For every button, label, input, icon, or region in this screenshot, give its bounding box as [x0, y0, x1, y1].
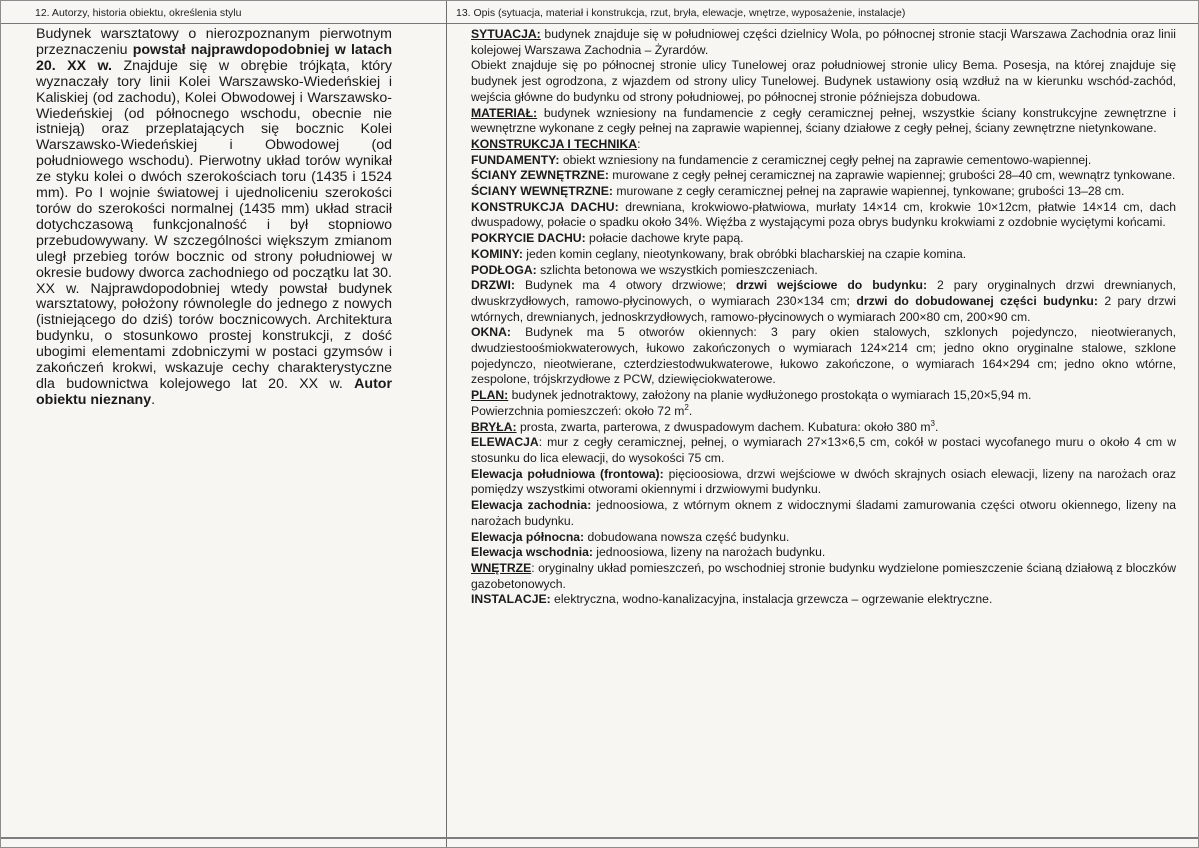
- bryla-sup: 3: [930, 418, 935, 428]
- elewacja-wsch-text: jednoosiowa, lizeny na narożach budynku.: [592, 545, 826, 560]
- elewacja-pd-text: pięcioosiowa, drzwi wejściowe w dwóch skrajnych osiach elewacji, lizeny na narożach oraz pomiędzy wszystkimi otworami okiennymi i drzwiowymi budynku.: [471, 466, 1176, 497]
- wnetrze-paragraph: [471, 561, 1176, 592]
- elewacja-pd-label: Elewacja południowa (frontowa):: [471, 466, 664, 481]
- history-author-bold: Autor obiektu nieznany: [36, 375, 392, 408]
- sciany-zew-text: murowane z cegły pełnej ceramicznej na zaprawie wapiennej; grubości 28–40 cm, wewnątrz tynkowane.: [608, 168, 1176, 183]
- plan-area-sup: 2: [684, 402, 689, 412]
- history-text-1: Budynek warsztatowy o nierozpoznanym pierwotnym przeznaczeniu: [36, 26, 392, 58]
- dach-text: drewniana, krokwiowo-płatwiowa, murłaty 14×14 cm, krokwie 10×12cm, płatwie 14×14 cm, dach dwuspadowy, połacie o spadku około 34%. Więźba z wystającymi poza obrys budynku krokwiami z ozdobnie wyciętymi końcami.: [471, 199, 1176, 230]
- elewacja-wsch-paragraph: [471, 545, 1176, 561]
- kominy-label: KOMINY:: [471, 246, 523, 261]
- section-13-header: 13. Opis (sytuacja, materiał i konstrukcja, rzut, bryła, elewacje, wnętrze, wyposażenie, instalacje): [456, 7, 906, 19]
- plan-paragraph: [471, 388, 1176, 404]
- okna-paragraph: [471, 325, 1176, 388]
- instalacje-label: INSTALACJE:: [471, 592, 551, 607]
- material-text: budynek wzniesiony na fundamencie z cegły ceramicznej pełnej, wszystkie ściany konstrukcyjne zewnętrzne i wewnętrzne wykonane z cegły pełnej na zaprawie wapiennej, ściany działowe z cegły pełnej, ściany zewnętrzne nietynkowane.: [471, 105, 1176, 136]
- konstrukcja-label: KONSTRUKCJA I TECHNIKA: [471, 136, 638, 151]
- history-date-bold: powstał najprawdopodobniej w latach 20. XX w.: [36, 41, 392, 74]
- sytuacja-label: SYTUACJA:: [471, 27, 541, 41]
- bryla-text: prosta, zwarta, parterowa, z dwuspadowym dachem. Kubatura: około 380 m: [516, 419, 931, 434]
- elewacja-zach-paragraph: [471, 498, 1176, 529]
- instalacje-text: elektryczna, wodno-kanalizacyjna, instalacja grzewcza – ogrzewanie elektryczne.: [550, 592, 993, 607]
- history-text-3: .: [151, 391, 156, 408]
- plan-area-end: .: [688, 403, 693, 418]
- dach-paragraph: [471, 200, 1176, 231]
- wnetrze-text: : oryginalny układ pomieszczeń, po wschodniej stronie budynku wydzielone pomieszczenie ścianą działową z bloczków gazobetonowych.: [471, 560, 1176, 591]
- fundamenty-text: obiekt wzniesiony na fundamencie z ceramicznej cegły pełnej na zaprawie cementowo-wapiennej.: [559, 152, 1092, 167]
- elewacja-label: ELEWACJA: [471, 435, 539, 450]
- plan-text: budynek jednotraktowy, założony na planie wydłużonego prostokąta o wymiarach 15,20×5,94 m.: [508, 388, 1032, 403]
- pokrycie-label: POKRYCIE DACHU:: [471, 231, 586, 246]
- konstrukcja-heading: [471, 137, 1176, 153]
- kominy-text: jeden komin ceglany, nieotynkowany, brak obróbki blacharskiej na czapie komina.: [522, 246, 967, 261]
- fundamenty-paragraph: [471, 153, 1176, 169]
- elewacja-pn-paragraph: [471, 530, 1176, 546]
- sciany-wew-label: ŚCIANY WEWNĘTRZNE:: [471, 184, 613, 199]
- column-divider: [446, 1, 447, 847]
- plan-area-text: Powierzchnia pomieszczeń: około 72 m: [471, 403, 685, 418]
- okna-label: OKNA:: [471, 325, 511, 340]
- podloga-label: PODŁOGA:: [471, 262, 537, 277]
- bryla-label: BRYŁA:: [471, 419, 517, 434]
- sytuacja-text: budynek znajduje się w południowej części dzielnicy Wola, po północnej stronie stacji Warszawa Zachodnia oraz linii kolejowej Warszawa Zachodnia – Żyrardów.: [471, 27, 1176, 57]
- history-text-column: [36, 27, 392, 409]
- drzwi-text-2: 2 pary oryginalnych drzwi drewnianych, dwuskrzydłowych, ramowo-płycinowych, o wymiarach 230×134 cm;: [471, 278, 1176, 308]
- footer-divider: [1, 837, 1198, 839]
- podloga-paragraph: [471, 263, 1176, 279]
- dach-label: KONSTRUKCJA DACHU:: [471, 199, 619, 214]
- elewacja-pn-text: dobudowana nowsza część budynku.: [584, 529, 790, 544]
- plan-label: PLAN:: [471, 388, 509, 403]
- okna-text: Budynek ma 5 otworów okiennych: 3 pary okien stalowych, szklonych pojedynczo, nieotwieranych, dwudziestoośmiokwaterowych, łukowo zakończonych o wymiarach 124×214 cm; jedno okno oryginalne stalowe, szklone pojedynczo, nieotwierane, czterdziestodwukwaterowe, łukowo zakończone, o wymiarach 164×294 cm; jedno okno wtórne, zespolone, trójskrzydłowe z PCW, dziewięciokwaterowe.: [471, 325, 1176, 387]
- elewacja-pn-label: Elewacja północna:: [471, 529, 585, 544]
- drzwi-bold-1: drzwi wejściowe do budynku:: [735, 278, 928, 293]
- sciany-wew-text: murowane z cegły ceramicznej pełnej na zaprawie wapiennej, tynkowane; grubości 13–28 cm.: [612, 184, 1125, 199]
- history-paragraph: [36, 27, 392, 409]
- section-12-header: 12. Autorzy, historia obiektu, określenia stylu: [35, 7, 242, 19]
- elewacja-wsch-label: Elewacja wschodnia:: [471, 545, 593, 560]
- kominy-paragraph: [471, 247, 1176, 263]
- sciany-wew-paragraph: [471, 184, 1176, 200]
- sciany-zew-paragraph: [471, 168, 1176, 184]
- material-label: MATERIAŁ:: [471, 105, 538, 120]
- pokrycie-text: połacie dachowe kryte papą.: [585, 231, 744, 246]
- elewacja-paragraph: [471, 435, 1176, 466]
- sytuacja-paragraph: [471, 27, 1176, 58]
- pokrycie-paragraph: [471, 231, 1176, 247]
- header-divider: [1, 23, 1198, 24]
- bryla-paragraph: [471, 420, 1176, 436]
- drzwi-text-1: Budynek ma 4 otwory drzwiowe;: [515, 278, 736, 293]
- elewacja-zach-text: jednoosiowa, z wtórnym oknem z widocznymi śladami zamurowania części otworu okiennego, lizeny na narożach budynku.: [471, 498, 1177, 528]
- history-text-2: Znajduje się w obrębie trójkąta, który wyznaczały tory linii Kolei Warszawsko-Wiedeńskiej i Kaliskiej (od zachodu), Kolei Obwodowej i Warszawsko-Wiedeńskiej (od północnego wschodu, obecnie nie istnieją) oraz przeplatających się bocznic Kolei Warszawsko-Wiedeńskiej i Obwodowej (od południowego wschodu). Pierwotny układ torów wynikał ze styku kolei o dwóch szerokościach toru (1435 i 1524 mm). Po I wojnie światowej i ujednoliceniu szerokości torów do szerokości normalnej (1435 mm) układ stracił dotychczasową funkcjonalność i był stopniowo przebudowywany. W szczególności większym zmianom uległ przebieg torów bocznic od strony południowej w okresie budowy dworca zachodniego od początku lat 30. XX w. Najprawdopodobniej wtedy powstał budynek warsztatowy, położony równolegle do jednego z nowych (istniejącego do dziś) torów bocznicowych. Architektura budynku, o stosunkowo prostej konstrukcji, z dość ubogimi elementami zdobniczymi w postaci gzymsów i zakończeń krokwi, wskazuje cechy charakterystyczne dla budownictwa kolejowego lat 20. XX w.: [36, 57, 393, 392]
- plan-area-paragraph: [471, 404, 1176, 420]
- material-paragraph: [471, 106, 1176, 137]
- konstrukcja-colon: :: [637, 136, 641, 151]
- sytuacja-paragraph-2: Obiekt znajduje się po północnej stronie ulicy Tunelowej oraz południowej stronie ulicy Bema. Posesja, na której znajduje się budynek jest ogrodzona, z wjazdem od strony ulicy Tunelowej. Budynek ustawiony osią wzdłuż na w kierunku wschód-zachód, wejścia główne do budynku od strony południowej, po północnej stronie późniejsza dobudowa.: [471, 58, 1176, 104]
- description-text-column: [471, 27, 1176, 608]
- sciany-zew-label: ŚCIANY ZEWNĘTRZNE:: [471, 168, 609, 183]
- elewacja-pd-paragraph: [471, 467, 1176, 498]
- fundamenty-label: FUNDAMENTY:: [471, 152, 560, 167]
- podloga-text: szlichta betonowa we wszystkich pomieszczeniach.: [536, 262, 818, 277]
- instalacje-paragraph: [471, 592, 1176, 608]
- drzwi-bold-2: drzwi do dobudowanej części budynku:: [856, 293, 1098, 308]
- drzwi-paragraph: [471, 278, 1176, 325]
- elewacja-text: : mur z cegły ceramicznej, pełnej, o wymiarach 27×13×6,5 cm, cokół w postaci wycofanego muru o około 4 cm w stosunku do lica elewacji, do wysokości 75 cm.: [471, 435, 1176, 465]
- wnetrze-label: WNĘTRZE: [471, 560, 532, 575]
- drzwi-text-3: 2 pary drzwi wtórnych, drewnianych, jednoskrzydłowych, ramowo-płycinowych o wymiarach 200×80 cm, 200×90 cm.: [471, 293, 1176, 324]
- bryla-end: .: [934, 419, 939, 434]
- elewacja-zach-label: Elewacja zachodnia:: [471, 498, 592, 513]
- drzwi-label: DRZWI:: [471, 278, 515, 293]
